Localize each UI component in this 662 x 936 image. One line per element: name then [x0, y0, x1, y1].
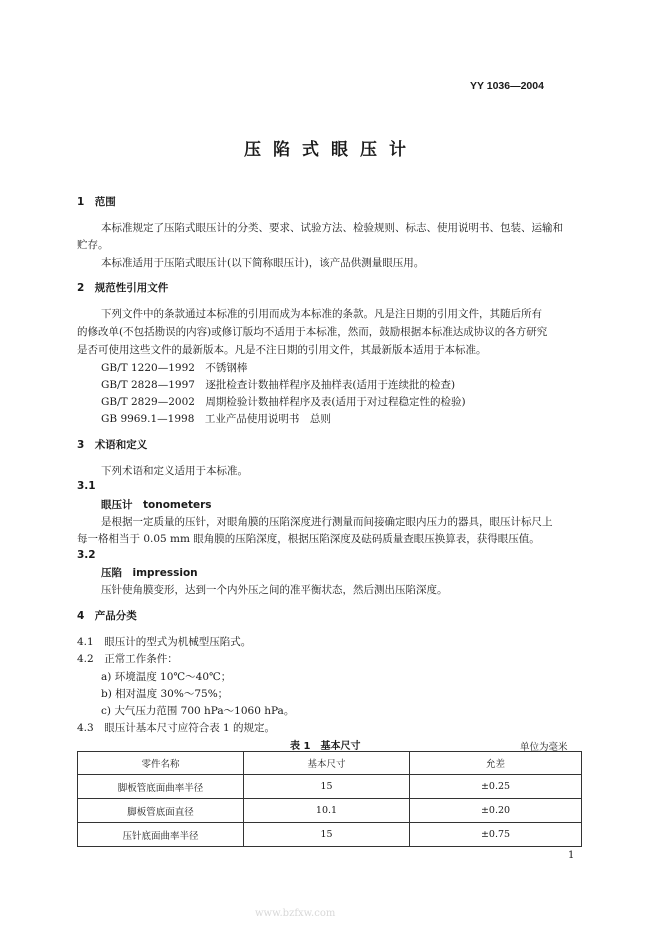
term-tonometers-definition-cont: 每一格相当于 0.05 mm 眼角膜的压陷深度，根据压陷深度及砝码质量查眼压换算表，获得眼压值。 [77, 533, 540, 545]
dimensions-table [77, 751, 582, 847]
table-unit: 单位为毫米 [520, 742, 568, 753]
table-row [78, 799, 582, 823]
section-2-paragraph-line-2: 的修改单(不包括勘误的内容)或修订版均不适用于本标准，然而，鼓励根据本标准达成协议的各方研究 [77, 326, 548, 338]
section-3-heading: 3 术语和定义 [77, 439, 148, 451]
table-header-row [78, 752, 582, 775]
table-cell: 压针底面曲率半径 [78, 823, 244, 847]
table-header-cell: 零件名称 [78, 752, 244, 775]
reference-item: GB/T 2828—1997 逐批检查计数抽样程序及抽样表(适用于连续批的检查) [101, 379, 456, 391]
reference-item: GB/T 1220—1992 不锈钢棒 [101, 362, 248, 374]
reference-item: GB 9969.1—1998 工业产品使用说明书 总则 [101, 413, 331, 425]
reference-item: GB/T 2829—2002 周期检验计数抽样程序及表(适用于对过程稳定性的检验) [101, 396, 466, 408]
page-number: 1 [568, 850, 575, 861]
condition-pressure: c) 大气压力范围 700 hPa～1060 hPa。 [101, 705, 295, 717]
table-cell: 10.1 [244, 799, 410, 823]
term-impression-definition: 压针使角膜变形，达到一个内外压之间的准平衡状态，然后测出压陷深度。 [101, 584, 448, 596]
table-cell: 脚板管底面曲率半径 [78, 775, 244, 799]
table-header-cell: 允差 [410, 752, 582, 775]
table-cell: ±0.20 [410, 799, 582, 823]
clause-3-1-number: 3.1 [77, 480, 96, 492]
table-row [78, 823, 582, 847]
section-1-paragraph-1-cont: 贮存。 [77, 239, 109, 251]
section-2-paragraph-line-3: 是否可使用这些文件的最新版本。凡是不注日期的引用文件，其最新版本适用于本标准。 [77, 344, 487, 356]
section-2-paragraph-line-1: 下列文件中的条款通过本标准的引用而成为本标准的条款。凡是注日期的引用文件，其随后所有 [101, 308, 542, 320]
clause-4-3: 4.3 眼压计基本尺寸应符合表 1 的规定。 [77, 722, 276, 734]
table-caption: 表 1 基本尺寸 [290, 741, 361, 752]
clause-4-1: 4.1 眼压计的型式为机械型压陷式。 [77, 636, 252, 648]
term-tonometers-definition: 是根据一定质量的压针，对眼角膜的压陷深度进行测量而间接确定眼内压力的器具，眼压计标尺上 [101, 516, 553, 528]
condition-temperature: a) 环境温度 10℃～40℃； [101, 671, 232, 683]
section-2-heading: 2 规范性引用文件 [77, 282, 169, 294]
section-1-heading: 1 范围 [77, 196, 116, 208]
table-cell: 15 [244, 775, 410, 799]
table-header-cell: 基本尺寸 [244, 752, 410, 775]
table-row [78, 775, 582, 799]
term-tonometers: 眼压计 tonometers [101, 499, 212, 511]
clause-4-2: 4.2 正常工作条件： [77, 653, 178, 665]
term-impression: 压陷 impression [101, 567, 198, 579]
section-1-paragraph-1: 本标准规定了压陷式眼压计的分类、要求、试验方法、检验规则、标志、使用说明书、包装、运输和 [101, 222, 563, 234]
condition-humidity: b) 相对温度 30%～75%； [101, 688, 229, 700]
table-cell: 15 [244, 823, 410, 847]
footer-watermark: www.bzfxw.com [255, 908, 336, 919]
section-4-heading: 4 产品分类 [77, 610, 137, 622]
table-cell: ±0.75 [410, 823, 582, 847]
standard-code: YY 1036—2004 [470, 80, 544, 92]
document-title: 压陷式眼压计 [244, 140, 418, 160]
clause-3-2-number: 3.2 [77, 549, 96, 561]
section-3-intro: 下列术语和定义适用于本标准。 [101, 465, 248, 477]
table-cell: 脚板管底面直径 [78, 799, 244, 823]
section-1-paragraph-2: 本标准适用于压陷式眼压计(以下简称眼压计)，该产品供测量眼压用。 [101, 257, 425, 269]
table-cell: ±0.25 [410, 775, 582, 799]
